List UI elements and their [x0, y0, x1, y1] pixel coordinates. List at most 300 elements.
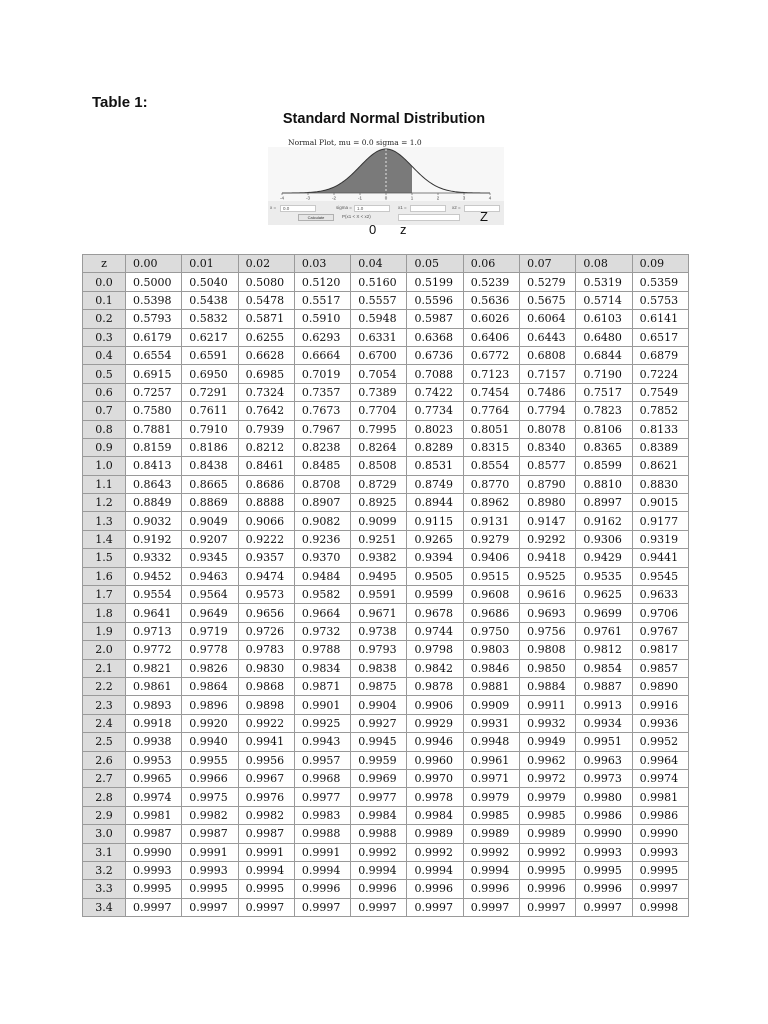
row-header: 0.6 [83, 383, 126, 401]
row-header: 0.3 [83, 328, 126, 346]
table-cell: 0.6293 [294, 328, 350, 346]
table-cell: 0.9699 [576, 604, 632, 622]
table-cell: 0.9952 [632, 733, 688, 751]
table-cell: 0.8133 [632, 420, 688, 438]
table-cell: 0.9994 [238, 861, 294, 879]
table-row [83, 494, 689, 512]
table-row [83, 898, 689, 916]
table-cell: 0.9505 [407, 567, 463, 585]
table-cell: 0.8365 [576, 438, 632, 456]
table-cell: 0.5478 [238, 291, 294, 309]
table-row [83, 383, 689, 401]
row-header: 1.9 [83, 622, 126, 640]
table-cell: 0.5398 [126, 291, 182, 309]
table-cell: 0.7704 [351, 402, 407, 420]
table-cell: 0.9821 [126, 659, 182, 677]
table-cell: 0.8264 [351, 438, 407, 456]
table-cell: 0.8508 [351, 457, 407, 475]
table-cell: 0.5319 [576, 273, 632, 291]
table-row [83, 788, 689, 806]
table-cell: 0.9990 [632, 825, 688, 843]
table-cell: 0.8461 [238, 457, 294, 475]
table-cell: 0.9911 [520, 696, 576, 714]
table-cell: 0.9997 [238, 898, 294, 916]
table-cell: 0.9633 [632, 586, 688, 604]
table-cell: 0.9441 [632, 549, 688, 567]
table-cell: 0.9738 [351, 622, 407, 640]
table-cell: 0.9997 [463, 898, 519, 916]
table-cell: 0.9744 [407, 622, 463, 640]
x-tick-label: 4 [488, 195, 492, 201]
table-cell: 0.9772 [126, 641, 182, 659]
x-tick-label: -3 [305, 195, 311, 201]
table-cell: 0.9649 [182, 604, 238, 622]
table-cell: 0.7517 [576, 383, 632, 401]
table-cell: 0.9981 [126, 806, 182, 824]
table-cell: 0.9767 [632, 622, 688, 640]
table-row [83, 861, 689, 879]
table-cell: 0.9997 [182, 898, 238, 916]
table-cell: 0.9992 [351, 843, 407, 861]
table-cell: 0.9996 [520, 880, 576, 898]
table-cell: 0.8023 [407, 420, 463, 438]
table-cell: 0.9946 [407, 733, 463, 751]
table-cell: 0.9973 [576, 769, 632, 787]
table-cell: 0.9812 [576, 641, 632, 659]
table-cell: 0.7257 [126, 383, 182, 401]
table-cell: 0.6141 [632, 310, 688, 328]
row-header: 1.6 [83, 567, 126, 585]
table-cell: 0.9345 [182, 549, 238, 567]
table-cell: 0.9995 [520, 861, 576, 879]
table-cell: 0.9925 [294, 714, 350, 732]
column-header: 0.04 [351, 255, 407, 273]
table-cell: 0.5871 [238, 310, 294, 328]
x-input[interactable] [280, 205, 316, 212]
table-cell: 0.9979 [463, 788, 519, 806]
table-cell: 0.9826 [182, 659, 238, 677]
table-row [83, 880, 689, 898]
table-cell: 0.9918 [126, 714, 182, 732]
row-header: 3.3 [83, 880, 126, 898]
x1-input[interactable] [410, 205, 446, 212]
table-row [83, 512, 689, 530]
table-cell: 0.8888 [238, 494, 294, 512]
table-cell: 0.9976 [238, 788, 294, 806]
table-row [83, 291, 689, 309]
z-table [82, 254, 689, 917]
table-cell: 0.5753 [632, 291, 688, 309]
table-cell: 0.9207 [182, 530, 238, 548]
table-cell: 0.9969 [351, 769, 407, 787]
table-cell: 0.8531 [407, 457, 463, 475]
table-cell: 0.9564 [182, 586, 238, 604]
table-cell: 0.8289 [407, 438, 463, 456]
table-cell: 0.7422 [407, 383, 463, 401]
table-cell: 0.9884 [520, 677, 576, 695]
table-cell: 0.9929 [407, 714, 463, 732]
table-cell: 0.9995 [238, 880, 294, 898]
table-cell: 0.9920 [182, 714, 238, 732]
table-cell: 0.9656 [238, 604, 294, 622]
table-cell: 0.9015 [632, 494, 688, 512]
x-tick-label: -2 [331, 195, 337, 201]
table-cell: 0.9484 [294, 567, 350, 585]
table-cell: 0.9991 [238, 843, 294, 861]
column-header: 0.00 [126, 255, 182, 273]
table-cell: 0.9941 [238, 733, 294, 751]
sigma-label-wrap [336, 205, 352, 210]
sigma-label: sigma = [336, 205, 352, 210]
table-cell: 0.9993 [632, 843, 688, 861]
table-cell: 0.9222 [238, 530, 294, 548]
table-cell: 0.9963 [576, 751, 632, 769]
table-cell: 0.9706 [632, 604, 688, 622]
table-cell: 0.9967 [238, 769, 294, 787]
table-cell: 0.9989 [407, 825, 463, 843]
table-row [83, 825, 689, 843]
table-cell: 0.7673 [294, 402, 350, 420]
table-cell: 0.9994 [407, 861, 463, 879]
table-cell: 0.9992 [407, 843, 463, 861]
table-cell: 0.9984 [351, 806, 407, 824]
table-cell: 0.9115 [407, 512, 463, 530]
table-cell: 0.9994 [294, 861, 350, 879]
table-cell: 0.9998 [632, 898, 688, 916]
table-cell: 0.9904 [351, 696, 407, 714]
table-cell: 0.9896 [182, 696, 238, 714]
table-cell: 0.9997 [407, 898, 463, 916]
table-body [83, 273, 689, 917]
table-cell: 0.9960 [407, 751, 463, 769]
table-cell: 0.7823 [576, 402, 632, 420]
table-cell: 0.7190 [576, 365, 632, 383]
table-cell: 0.9236 [294, 530, 350, 548]
table-cell: 0.8389 [632, 438, 688, 456]
table-cell: 0.5832 [182, 310, 238, 328]
table-cell: 0.9406 [463, 549, 519, 567]
table-cell: 0.9931 [463, 714, 519, 732]
column-header: 0.01 [182, 255, 238, 273]
table-cell: 0.9988 [351, 825, 407, 843]
table-cell: 0.6554 [126, 346, 182, 364]
sigma-input-value: 1.0 [357, 206, 364, 211]
table-cell: 0.9991 [294, 843, 350, 861]
table-cell: 0.9850 [520, 659, 576, 677]
table-cell: 0.9732 [294, 622, 350, 640]
table-cell: 0.9975 [182, 788, 238, 806]
table-cell: 0.9582 [294, 586, 350, 604]
table-row [83, 365, 689, 383]
table-cell: 0.7580 [126, 402, 182, 420]
table-row [83, 641, 689, 659]
table-cell: 0.9996 [351, 880, 407, 898]
table-cell: 0.9756 [520, 622, 576, 640]
table-cell: 0.9893 [126, 696, 182, 714]
table-cell: 0.9871 [294, 677, 350, 695]
table-row [83, 843, 689, 861]
row-header: 2.0 [83, 641, 126, 659]
z-label: z [400, 222, 407, 237]
table-cell: 0.9962 [520, 751, 576, 769]
table-cell: 0.7995 [351, 420, 407, 438]
table-row [83, 751, 689, 769]
table-cell: 0.9803 [463, 641, 519, 659]
table-cell: 0.6064 [520, 310, 576, 328]
table-cell: 0.9049 [182, 512, 238, 530]
column-header: 0.07 [520, 255, 576, 273]
table-cell: 0.9370 [294, 549, 350, 567]
table-row [83, 604, 689, 622]
table-cell: 0.6879 [632, 346, 688, 364]
probability-label: P(x1 < X < x2) [342, 214, 371, 219]
table-row [83, 420, 689, 438]
table-cell: 0.9993 [182, 861, 238, 879]
page-title: Standard Normal Distribution [282, 111, 486, 127]
table-row [83, 346, 689, 364]
table-cell: 0.5438 [182, 291, 238, 309]
table-cell: 0.9953 [126, 751, 182, 769]
table-cell: 0.9719 [182, 622, 238, 640]
table-cell: 0.8106 [576, 420, 632, 438]
table-cell: 0.9147 [520, 512, 576, 530]
table-cell: 0.9987 [126, 825, 182, 843]
table-row [83, 273, 689, 291]
table-cell: 0.9997 [576, 898, 632, 916]
table-cell: 0.9961 [463, 751, 519, 769]
row-header: 1.1 [83, 475, 126, 493]
x1-label-wrap [398, 205, 407, 210]
column-header: 0.02 [238, 255, 294, 273]
row-header: 2.2 [83, 677, 126, 695]
table-cell: 0.7088 [407, 365, 463, 383]
table-cell: 0.6179 [126, 328, 182, 346]
table-cell: 0.9940 [182, 733, 238, 751]
table-cell: 0.9292 [520, 530, 576, 548]
table-cell: 0.9943 [294, 733, 350, 751]
table-cell: 0.9693 [520, 604, 576, 622]
table-cell: 0.9192 [126, 530, 182, 548]
table-cell: 0.9901 [294, 696, 350, 714]
table-cell: 0.9495 [351, 567, 407, 585]
table-cell: 0.9994 [351, 861, 407, 879]
calculate-button[interactable]: Calculate [298, 214, 334, 221]
table-cell: 0.6255 [238, 328, 294, 346]
row-header: 0.7 [83, 402, 126, 420]
table-cell: 0.7291 [182, 383, 238, 401]
table-cell: 0.9554 [126, 586, 182, 604]
table-cell: 0.9099 [351, 512, 407, 530]
table-cell: 0.6480 [576, 328, 632, 346]
row-header: 2.1 [83, 659, 126, 677]
row-header: 1.3 [83, 512, 126, 530]
table-cell: 0.9977 [294, 788, 350, 806]
table-cell: 0.9515 [463, 567, 519, 585]
row-header: 1.5 [83, 549, 126, 567]
row-header: 0.0 [83, 273, 126, 291]
table-cell: 0.9793 [351, 641, 407, 659]
table-cell: 0.9535 [576, 567, 632, 585]
table-cell: 0.6217 [182, 328, 238, 346]
table-cell: 0.9936 [632, 714, 688, 732]
row-header: 1.0 [83, 457, 126, 475]
table-cell: 0.9985 [520, 806, 576, 824]
table-cell: 0.7852 [632, 402, 688, 420]
row-header: 3.4 [83, 898, 126, 916]
table-cell: 0.6664 [294, 346, 350, 364]
table-cell: 0.9608 [463, 586, 519, 604]
table-cell: 0.9945 [351, 733, 407, 751]
table-cell: 0.6985 [238, 365, 294, 383]
table-row [83, 769, 689, 787]
table-cell: 0.6026 [463, 310, 519, 328]
table-cell: 0.7454 [463, 383, 519, 401]
table-cell: 0.9671 [351, 604, 407, 622]
table-cell: 0.8770 [463, 475, 519, 493]
probability-output [398, 214, 460, 221]
table-cell: 0.8944 [407, 494, 463, 512]
table-cell: 0.6808 [520, 346, 576, 364]
table-cell: 0.9265 [407, 530, 463, 548]
table-cell: 0.8413 [126, 457, 182, 475]
row-header: 0.4 [83, 346, 126, 364]
table-row [83, 696, 689, 714]
table-cell: 0.9995 [632, 861, 688, 879]
table-cell: 0.8315 [463, 438, 519, 456]
table-cell: 0.8869 [182, 494, 238, 512]
column-header: 0.08 [576, 255, 632, 273]
x-input-value: 0.0 [283, 206, 290, 211]
plot-caption: Normal Plot, mu = 0.0 sigma = 1.0 [288, 138, 422, 147]
table-cell: 0.9916 [632, 696, 688, 714]
table-cell: 0.9861 [126, 677, 182, 695]
table-cell: 0.9854 [576, 659, 632, 677]
table-cell: 0.9664 [294, 604, 350, 622]
table-cell: 0.9857 [632, 659, 688, 677]
table-cell: 0.5040 [182, 273, 238, 291]
table-cell: 0.8186 [182, 438, 238, 456]
table-row [83, 457, 689, 475]
x-tick-label: -4 [279, 195, 285, 201]
x-label: x = [270, 205, 277, 210]
table-cell: 0.9964 [632, 751, 688, 769]
table-cell: 0.8051 [463, 420, 519, 438]
table-cell: 0.8810 [576, 475, 632, 493]
row-header: 2.4 [83, 714, 126, 732]
table-cell: 0.7734 [407, 402, 463, 420]
table-cell: 0.9971 [463, 769, 519, 787]
row-header: 1.4 [83, 530, 126, 548]
table-cell: 0.7224 [632, 365, 688, 383]
table-cell: 0.9394 [407, 549, 463, 567]
table-cell: 0.9418 [520, 549, 576, 567]
table-cell: 0.8438 [182, 457, 238, 475]
table-cell: 0.9977 [351, 788, 407, 806]
row-header: 1.8 [83, 604, 126, 622]
table-cell: 0.9798 [407, 641, 463, 659]
table-cell: 0.8907 [294, 494, 350, 512]
table-cell: 0.9678 [407, 604, 463, 622]
table-cell: 0.9993 [576, 843, 632, 861]
table-cell: 0.9875 [351, 677, 407, 695]
table-cell: 0.5199 [407, 273, 463, 291]
table-cell: 0.9713 [126, 622, 182, 640]
column-header: 0.06 [463, 255, 519, 273]
table-cell: 0.5359 [632, 273, 688, 291]
table-cell: 0.8599 [576, 457, 632, 475]
table-cell: 0.9906 [407, 696, 463, 714]
table-cell: 0.9830 [238, 659, 294, 677]
table-row [83, 438, 689, 456]
table-cell: 0.6915 [126, 365, 182, 383]
table-cell: 0.9990 [576, 825, 632, 843]
table-cell: 0.6628 [238, 346, 294, 364]
table-cell: 0.9319 [632, 530, 688, 548]
table-cell: 0.8577 [520, 457, 576, 475]
table-cell: 0.7486 [520, 383, 576, 401]
row-header: 1.2 [83, 494, 126, 512]
table-row [83, 328, 689, 346]
table-cell: 0.6443 [520, 328, 576, 346]
table-cell: 0.9881 [463, 677, 519, 695]
table-cell: 0.9599 [407, 586, 463, 604]
table-cell: 0.9991 [182, 843, 238, 861]
table-cell: 0.8962 [463, 494, 519, 512]
table-row [83, 659, 689, 677]
table-cell: 0.9641 [126, 604, 182, 622]
table-cell: 0.6772 [463, 346, 519, 364]
table-cell: 0.9878 [407, 677, 463, 695]
table-cell: 0.9251 [351, 530, 407, 548]
table-cell: 0.9979 [520, 788, 576, 806]
row-header: 3.1 [83, 843, 126, 861]
table-cell: 0.7611 [182, 402, 238, 420]
table-cell: 0.8849 [126, 494, 182, 512]
table-cell: 0.9545 [632, 567, 688, 585]
table-cell: 0.8340 [520, 438, 576, 456]
table-cell: 0.9970 [407, 769, 463, 787]
table-cell: 0.9817 [632, 641, 688, 659]
table-cell: 0.9990 [126, 843, 182, 861]
table-cell: 0.7642 [238, 402, 294, 420]
table-cell: 0.6331 [351, 328, 407, 346]
table-cell: 0.9788 [294, 641, 350, 659]
table-cell: 0.5636 [463, 291, 519, 309]
table-cell: 0.7389 [351, 383, 407, 401]
table-cell: 0.7794 [520, 402, 576, 420]
table-cell: 0.9306 [576, 530, 632, 548]
row-header: 0.8 [83, 420, 126, 438]
x2-label: x2 = [452, 205, 461, 210]
table-cell: 0.9082 [294, 512, 350, 530]
table-cell: 0.8686 [238, 475, 294, 493]
table-row [83, 530, 689, 548]
table-cell: 0.9986 [632, 806, 688, 824]
table-cell: 0.9995 [576, 861, 632, 879]
table-cell: 0.9177 [632, 512, 688, 530]
table-cell: 0.8708 [294, 475, 350, 493]
table-cell: 0.9997 [520, 898, 576, 916]
table-cell: 0.9996 [576, 880, 632, 898]
table-cell: 0.9996 [294, 880, 350, 898]
table-cell: 0.7157 [520, 365, 576, 383]
table-cell: 0.7967 [294, 420, 350, 438]
table-cell: 0.9932 [520, 714, 576, 732]
table-cell: 0.9452 [126, 567, 182, 585]
sigma-input[interactable] [354, 205, 390, 212]
table-cell: 0.5160 [351, 273, 407, 291]
table-cell: 0.9761 [576, 622, 632, 640]
